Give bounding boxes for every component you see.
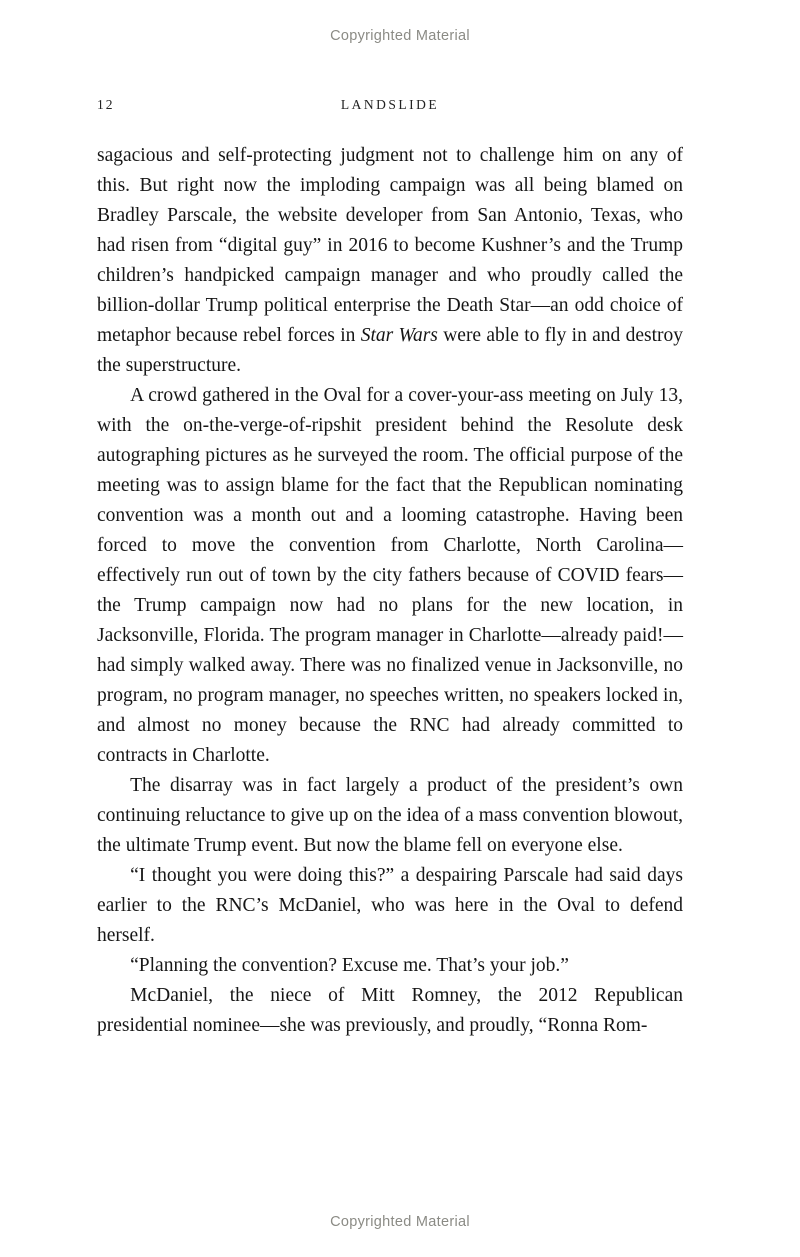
paragraph-6: McDaniel, the niece of Mitt Romney, the 2012 Republican presidential nominee—she was previously, and proudly, “Ronna Rom-	[97, 985, 683, 1036]
copyright-notice-bottom: Copyrighted Material	[330, 1214, 470, 1230]
paragraph-1-text: sagacious and self-protecting judgment not to challenge him on any of this. But right now the imploding campaign was all being blamed on Bradley Parscale, the website developer from San Antonio, Texas, who had risen from “digital guy” in 2016 to become Kushner’s and the Trump children’s handpicked campaign manager and who proudly called the billion-dollar Trump political enterprise the Death Star—an odd choice of metaphor because rebel forces in	[97, 145, 683, 346]
paragraph-4: “I thought you were doing this?” a despairing Parscale had said days earlier to the RNC’s McDaniel, who was here in the Oval to defend herself.	[97, 865, 683, 946]
running-title: LANDSLIDE	[340, 97, 440, 112]
running-header	[97, 97, 683, 115]
page-number: 12	[97, 97, 115, 112]
paragraph-2: A crowd gathered in the Oval for a cover-your-ass meeting on July 13, with the on-the-verge-of-ripshit president behind the Resolute desk autographing pictures as he surveyed the room. The official purpose of the meeting was to assign blame for the fact that the Republican nominating convention was a month out and a looming catastrophe. Having been forced to move the convention from Charlotte, North Carolina—effectively run out of town by the city fathers because of COVID fears—the Trump campaign now had no plans for the new location, in Jacksonville, Florida. The program manager in Charlotte—already paid!—had simply walked away. There was no finalized venue in Jacksonville, no program, no program manager, no speeches written, no speakers locked in, and almost no money because the RNC had already committed to contracts in Charlotte.	[97, 385, 683, 766]
paragraph-1	[97, 141, 683, 381]
paragraph-3: The disarray was in fact largely a product of the president’s own continuing reluctance to give up on the idea of a mass convention blowout, the ultimate Trump event. But now the blame fell on everyone else.	[97, 775, 683, 856]
italic-book-title: Star Wars	[360, 325, 438, 346]
copyright-notice-top: Copyrighted Material	[330, 28, 470, 44]
paragraph-5: “Planning the convention? Excuse me. That’s your job.”	[130, 955, 569, 976]
paragraph-1-continued: were able to fly in and destroy the superstructure.	[97, 325, 683, 376]
body-text	[97, 141, 683, 1041]
